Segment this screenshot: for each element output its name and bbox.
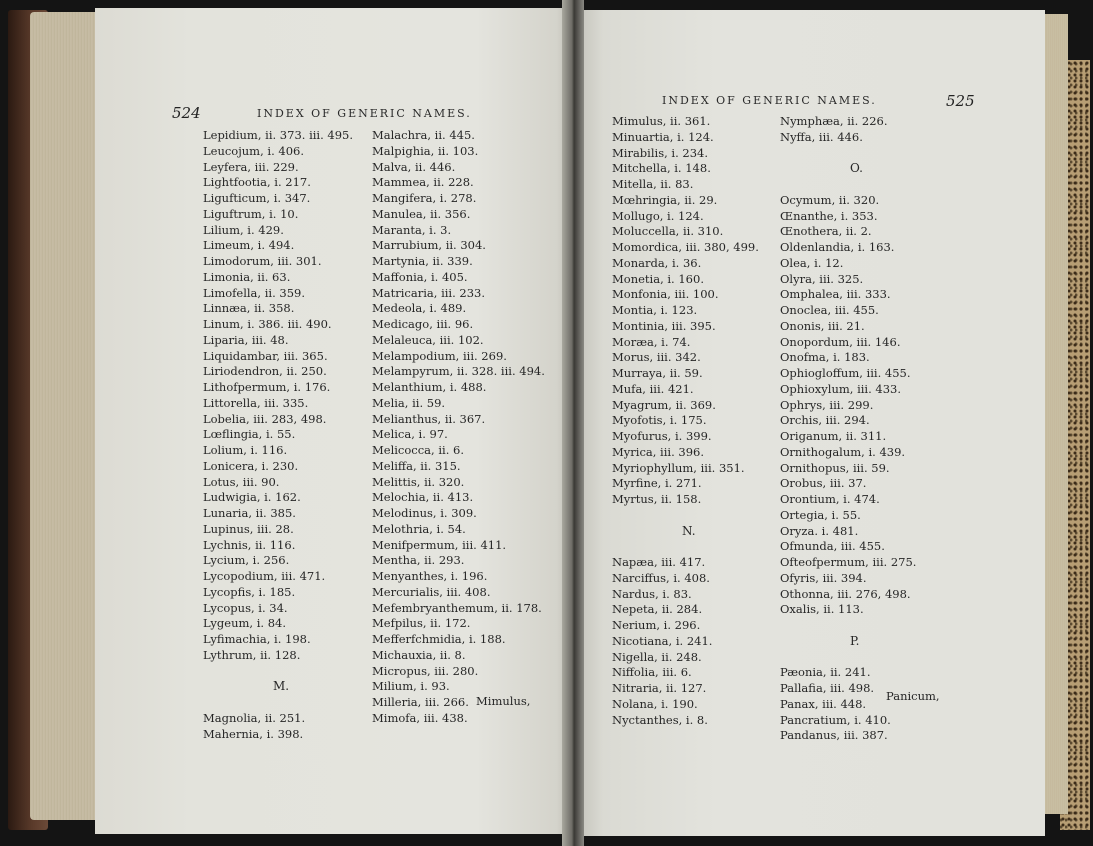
section-letter: P. <box>850 633 860 648</box>
index-entry: Mefpilus, ii. 172. <box>372 616 471 631</box>
index-entry: Origanum, ii. 311. <box>780 429 887 443</box>
index-entry: Leucojum, i. 406. <box>203 143 304 158</box>
index-entry: Maranta, i. 3. <box>372 222 452 237</box>
index-entry: Malpighia, ii. 103. <box>372 143 479 158</box>
page-number-right: 525 <box>946 92 975 110</box>
index-entry: Melothria, i. 54. <box>372 521 466 536</box>
index-entry: Medicago, iii. 96. <box>372 317 474 331</box>
index-entry: Magnolia, ii. 251. <box>203 710 306 725</box>
index-entry: Morus, iii. 342. <box>612 350 701 365</box>
index-entry: Lychnis, ii. 116. <box>203 537 296 552</box>
index-entry: Oryza. i. 481. <box>780 523 859 538</box>
index-entry: Melica, i. 97. <box>372 427 448 442</box>
left-page-edges <box>30 12 100 820</box>
running-header-left: INDEX OF GENERIC NAMES. <box>257 107 472 120</box>
index-entry: Myrica, iii. 396. <box>612 444 705 459</box>
index-entry: Menyanthes, i. 196. <box>372 569 488 583</box>
index-entry: Moluccella, ii. 310. <box>612 224 724 239</box>
index-entry: Omphalea, iii. 333. <box>780 287 891 302</box>
index-entry: Mollugo, i. 124. <box>612 208 704 223</box>
index-entry: Momordica, iii. 380, 499. <box>612 240 759 254</box>
index-entry: Montia, i. 123. <box>612 303 698 317</box>
index-entry: Olyra, iii. 325. <box>780 271 864 286</box>
index-entry: Marrubium, ii. 304. <box>372 238 486 253</box>
index-entry: Ortegia, i. 55. <box>780 507 861 522</box>
index-entry: Littorella, iii. 335. <box>203 395 309 410</box>
page-number-left: 524 <box>172 104 201 122</box>
index-entry: Narciffus, i. 408. <box>612 570 710 585</box>
index-entry: Leyfera, iii. 229. <box>203 159 299 174</box>
index-entry: Mufa, iii. 421. <box>612 381 694 396</box>
index-entry: Lightfootia, i. 217. <box>203 175 311 190</box>
index-entry: Mitella, ii. 83. <box>612 177 694 191</box>
index-entry: Lepidium, ii. 373. iii. 495. <box>203 128 354 142</box>
index-entry: Myofotis, i. 175. <box>612 413 707 428</box>
catchword-right: Panicum, <box>886 689 940 703</box>
index-entry: Micropus, iii. 280. <box>372 663 479 678</box>
index-entry: Othonna, iii. 276, 498. <box>780 586 911 601</box>
index-entry: Menifpermum, iii. 411. <box>372 537 507 552</box>
index-entry: Pæonia, ii. 241. <box>780 665 871 680</box>
index-entry: Lycium, i. 256. <box>203 553 290 568</box>
index-entry: Mercurialis, iii. 408. <box>372 584 491 599</box>
index-entry: Malachra, ii. 445. <box>372 128 475 142</box>
index-entry: Nerium, i. 296. <box>612 618 701 632</box>
index-entry: Liriodendron, ii. 250. <box>203 364 327 379</box>
index-entry: Melodinus, i. 309. <box>372 506 477 520</box>
index-entry: Lycopfis, i. 185. <box>203 584 296 599</box>
index-entry: Liparia, iii. 48. <box>203 332 289 347</box>
index-entry: Monetia, i. 160. <box>612 271 704 286</box>
index-entry: Lupinus, iii. 28. <box>203 521 294 536</box>
index-entry: Mangifera, i. 278. <box>372 191 477 205</box>
index-entry: Melampyrum, ii. 328. iii. 494. <box>372 364 545 379</box>
index-entry: Limofella, ii. 359. <box>203 285 306 300</box>
index-entry: Ononis, iii. 21. <box>780 318 865 333</box>
index-entry: Ludwigia, i. 162. <box>203 490 301 505</box>
index-entry: Ocymum, ii. 320. <box>780 192 880 207</box>
index-entry: Melia, ii. 59. <box>372 395 446 410</box>
index-entry: Niffolia, iii. 6. <box>612 665 692 680</box>
index-entry: Limonia, ii. 63. <box>203 269 291 284</box>
index-entry: Ornithogalum, i. 439. <box>780 444 906 459</box>
section-letter: N. <box>682 523 696 538</box>
index-entry: Mitchella, i. 148. <box>612 161 711 176</box>
index-entry: Melianthus, ii. 367. <box>372 411 486 426</box>
index-entry: Nymphæa, ii. 226. <box>780 114 888 128</box>
index-entry: Nicotiana, i. 241. <box>612 633 713 648</box>
index-entry: Michauxia, ii. 8. <box>372 647 466 662</box>
index-entry: Onofma, i. 183. <box>780 350 870 365</box>
index-entry: Milleria, iii. 266. <box>372 695 469 709</box>
index-entry: Oldenlandia, i. 163. <box>780 240 895 254</box>
index-entry: Orchis, iii. 294. <box>780 413 870 428</box>
index-entry: Pandanus, iii. 387. <box>780 728 888 743</box>
index-entry: Minuartia, i. 124. <box>612 129 714 144</box>
index-entry: Maffonia, i. 405. <box>372 269 468 284</box>
index-entry: Mimulus, ii. 361. <box>612 114 711 128</box>
index-entry: Montinia, iii. 395. <box>612 318 716 333</box>
index-entry: Nolana, i. 190. <box>612 696 698 711</box>
index-entry: Ophiogloffum, iii. 455. <box>780 366 911 380</box>
catchword-left: Mimulus, <box>476 694 531 708</box>
index-entry: Œnothera, ii. 2. <box>780 224 872 239</box>
index-entry: Lolium, i. 116. <box>203 443 288 457</box>
index-entry: Linnæa, ii. 358. <box>203 301 295 316</box>
index-entry: Olea, i. 12. <box>780 255 844 270</box>
index-entry: Lotus, iii. 90. <box>203 474 280 489</box>
index-entry: Mœhringia, ii. 29. <box>612 192 718 207</box>
index-entry: Limeum, i. 494. <box>203 238 295 253</box>
index-entry: Ornithopus, iii. 59. <box>780 460 890 475</box>
index-entry: Orontium, i. 474. <box>780 492 880 506</box>
index-entry: Lyfimachia, i. 198. <box>203 632 311 646</box>
index-entry: Melampodium, iii. 269. <box>372 348 507 363</box>
index-entry: Myriophyllum, iii. 351. <box>612 460 745 475</box>
index-entry: Lithofpermum, i. 176. <box>203 380 331 394</box>
index-entry: Nyctanthes, i. 8. <box>612 712 708 727</box>
index-entry: Lygeum, i. 84. <box>203 616 286 631</box>
index-entry: Nepeta, ii. 284. <box>612 602 703 617</box>
index-entry: Milium, i. 93. <box>372 679 450 694</box>
index-entry: Ofyris, iii. 394. <box>780 570 867 585</box>
index-entry: Panax, iii. 448. <box>780 696 867 711</box>
book-gutter <box>562 0 584 846</box>
index-entry: Matricaria, iii. 233. <box>372 285 486 300</box>
index-entry: Œnanthe, i. 353. <box>780 208 878 223</box>
index-entry: Myagrum, ii. 369. <box>612 397 716 412</box>
index-entry: Myrfine, i. 271. <box>612 476 702 491</box>
index-entry: Meliffa, ii. 315. <box>372 458 461 473</box>
index-entry: Nyffa, iii. 446. <box>780 129 863 144</box>
index-entry: Melittis, ii. 320. <box>372 474 465 489</box>
index-entry: Lycopodium, iii. 471. <box>203 569 326 583</box>
index-entry: Medeola, i. 489. <box>372 301 467 316</box>
index-entry: Myofurus, i. 399. <box>612 429 712 443</box>
index-entry: Lycopus, i. 34. <box>203 600 288 615</box>
index-entry: Melicocca, ii. 6. <box>372 443 464 457</box>
index-entry: Linum, i. 386. iii. 490. <box>203 317 332 331</box>
index-entry: Liquidambar, iii. 365. <box>203 348 328 363</box>
index-entry: Mimofa, iii. 438. <box>372 710 468 725</box>
index-entry: Martynia, ii. 339. <box>372 254 473 268</box>
index-entry: Melanthium, i. 488. <box>372 380 487 394</box>
index-entry: Pallafia, iii. 498. <box>780 681 875 695</box>
index-entry: Moræa, i. 74. <box>612 334 691 349</box>
index-entry: Melaleuca, iii. 102. <box>372 332 484 347</box>
index-entry: Mahernia, i. 398. <box>203 726 304 741</box>
index-entry: Lobelia, iii. 283, 498. <box>203 411 327 426</box>
index-entry: Lœflingia, i. 55. <box>203 427 296 442</box>
index-entry: Ofmunda, iii. 455. <box>780 539 885 554</box>
index-entry: Ophioxylum, iii. 433. <box>780 381 902 396</box>
index-entry: Myrtus, ii. 158. <box>612 492 702 506</box>
index-entry: Ligufticum, i. 347. <box>203 191 311 205</box>
index-entry: Ofteofpermum, iii. 275. <box>780 555 917 569</box>
index-entry: Monfonia, iii. 100. <box>612 287 719 302</box>
index-entry: Lunaria, ii. 385. <box>203 506 296 520</box>
index-entry: Onopordum, iii. 146. <box>780 334 901 349</box>
index-entry: Liguftrum, i. 10. <box>203 206 299 221</box>
index-entry: Pancratium, i. 410. <box>780 712 891 727</box>
index-entry: Nardus, i. 83. <box>612 586 692 601</box>
section-letter: M. <box>273 679 290 694</box>
index-entry: Orobus, iii. 37. <box>780 476 867 491</box>
section-letter: O. <box>850 161 863 176</box>
index-entry: Manulea, ii. 356. <box>372 206 471 221</box>
index-entry: Lilium, i. 429. <box>203 222 284 237</box>
index-entry: Onoclea, iii. 455. <box>780 303 879 317</box>
index-entry: Nigella, ii. 248. <box>612 649 702 664</box>
index-entry: Mirabilis, i. 234. <box>612 145 709 160</box>
index-entry: Mentha, ii. 293. <box>372 553 465 568</box>
index-entry: Lythrum, ii. 128. <box>203 647 301 662</box>
index-entry: Oxalis, ii. 113. <box>780 602 864 617</box>
index-entry: Lonicera, i. 230. <box>203 458 299 473</box>
index-entry: Melochia, ii. 413. <box>372 490 474 505</box>
index-entry: Mefembryanthemum, ii. 178. <box>372 600 542 615</box>
running-header-right: INDEX OF GENERIC NAMES. <box>662 94 877 107</box>
index-entry: Murraya, ii. 59. <box>612 366 703 380</box>
index-entry: Mammea, ii. 228. <box>372 175 474 190</box>
index-entry: Monarda, i. 36. <box>612 255 702 270</box>
index-entry: Mefferfchmidia, i. 188. <box>372 632 506 646</box>
index-entry: Ophrys, iii. 299. <box>780 397 874 412</box>
index-entry: Limodorum, iii. 301. <box>203 254 322 268</box>
index-entry: Malva, ii. 446. <box>372 159 456 174</box>
index-entry: Nitraria, ii. 127. <box>612 681 707 695</box>
index-entry: Napæa, iii. 417. <box>612 555 706 569</box>
